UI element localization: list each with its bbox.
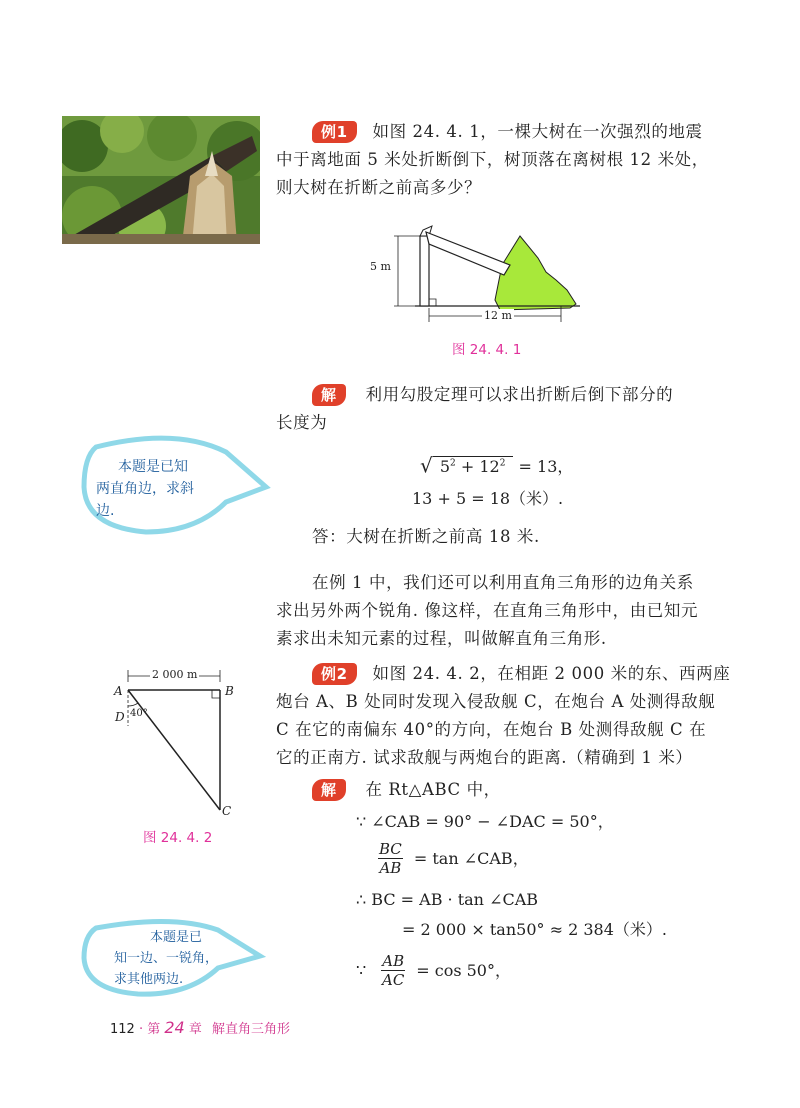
solution2-line0: 解 在 Rt△ABC 中， <box>312 776 501 804</box>
chapter-number: 24 <box>164 1018 185 1037</box>
example2-badge: 例2 <box>312 663 357 685</box>
solution2-badge: 解 <box>312 779 346 801</box>
note-bubble-1: 本题是已知 两直角边，求斜 边. <box>76 432 276 542</box>
figure1-base-label: 12 m <box>484 309 512 322</box>
figure1-height-label: 5 m <box>370 260 391 273</box>
note-bubble-2: 本题是已 知一边、一锐角， 求其他两边. <box>78 918 268 1000</box>
example2-line2: 炮台 A、B 处同时发现入侵敌舰 C，在炮台 A 处测得敌舰 <box>276 692 716 711</box>
solution2-line3: ∴ BC = AB · tan ∠CAB <box>356 890 539 909</box>
solution1-line1: 解 利用勾股定理可以求出折断后倒下部分的 <box>312 381 673 409</box>
figure1-caption: 图 24. 4. 1 <box>452 342 522 358</box>
solution2-frac2: ∵ $\frac{AB}{AC}$ = cos 50°， <box>356 952 511 989</box>
example2-line3: C 在它的南偏东 40°的方向，在炮台 B 处测得敌舰 C 在 <box>276 720 707 739</box>
page-footer: 112 · 第 24 章 解直角三角形 <box>110 1018 291 1037</box>
solution2-line1: ∵ ∠CAB = 90° − ∠DAC = 50°， <box>356 812 614 831</box>
example2-line1: 例2 如图 24. 4. 2，在相距 2 000 米的东、西两座 <box>312 660 730 688</box>
solution1-math1: √ $5^2 + 12^2 = 13$， <box>420 453 574 478</box>
page-number: 112 <box>110 1022 135 1037</box>
chapter-title: 解直角三角形 <box>212 1022 291 1037</box>
solution1-line2: 长度为 <box>276 413 328 432</box>
example1-line3: 则大树在折断之前高多少？ <box>276 178 482 197</box>
paragraph-line1: 在例 1 中，我们还可以利用直角三角形的边角关系 <box>312 573 694 592</box>
figure2-label-b: B <box>225 684 234 698</box>
figure-24-4-2 <box>110 664 250 824</box>
figure2-label-c: C <box>222 804 232 818</box>
figure2-label-d: D <box>115 710 125 724</box>
figure2-angle-label: 40° <box>130 708 148 719</box>
paragraph-line3: 素求出未知元素的过程，叫做解直角三角形. <box>276 629 607 648</box>
figure-24-4-1 <box>370 220 590 340</box>
solution1-math2: 13 + 5 = 18（米）. <box>412 489 564 508</box>
tree-crown-shape <box>495 236 576 310</box>
paragraph-line2: 求出另外两个锐角. 像这样，在直角三角形中，由已知元 <box>276 601 699 620</box>
solution2-line4: = 2 000 × tan50° ≈ 2 384（米）. <box>402 920 667 939</box>
solution1-answer: 答：大树在折断之前高 18 米. <box>312 527 540 546</box>
example1-line2: 中于离地面 5 米处折断倒下，树顶落在离树根 12 米处， <box>276 150 709 169</box>
figure2-label-a: A <box>114 684 123 698</box>
solution1-badge: 解 <box>312 384 346 406</box>
figure2-caption: 图 24. 4. 2 <box>143 830 213 846</box>
example1-badge: 例1 <box>312 121 357 143</box>
figure2-top-label: 2 000 m <box>152 668 198 681</box>
solution2-frac1: $\frac{BC}{AB}$ = tan ∠CAB， <box>379 840 529 877</box>
tree-photo <box>62 116 260 244</box>
example2-line4: 它的正南方. 试求敌舰与两炮台的距离.（精确到 1 米） <box>276 748 693 767</box>
example1-line1: 例1 如图 24. 4. 1，一棵大树在一次强烈的地震 <box>312 118 703 146</box>
